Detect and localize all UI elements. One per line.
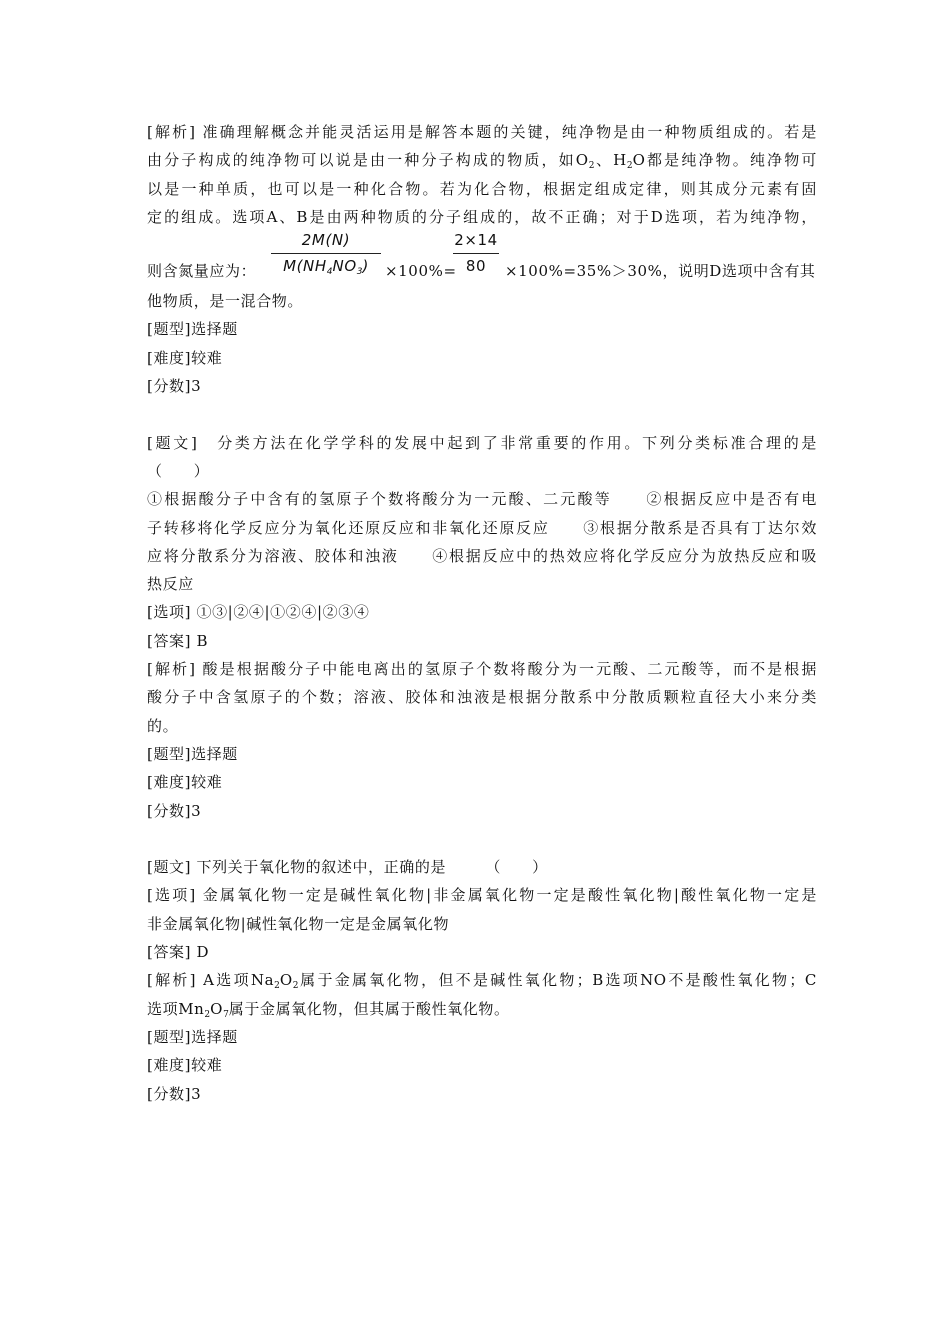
analysis-line: 他物质，是一混合物。 <box>147 292 304 311</box>
statement-line: ①根据酸分子中含有的氢原子个数将酸分为一元酸、二元酸等 ②根据反应中是否有电 <box>147 490 817 509</box>
question-score: [分数]3 <box>147 377 202 396</box>
question-text: [题文] 下列关于氧化物的叙述中，正确的是 （ ） <box>147 858 548 877</box>
question-text: [题文] 分类方法在化学学科的发展中起到了非常重要的作用。下列分类标准合理的是 <box>147 433 817 452</box>
question-difficulty: [难度]较难 <box>147 348 223 367</box>
statement-line: 热反应 <box>147 575 194 594</box>
question-block-2 <box>147 429 817 825</box>
question-block-3 <box>147 853 817 1108</box>
question-block-1 <box>147 118 817 400</box>
block-spacer <box>147 400 817 428</box>
analysis-line: 定的组成。选项A、B是由两种物质的分子组成的，故不正确；对于D选项，若为纯净物， <box>147 207 817 226</box>
question-type: [题型]选择题 <box>147 1027 238 1046</box>
statement-line: 应将分散系分为溶液、胶体和浊液 ④根据反应中的热效应将化学反应分为放热反应和吸 <box>147 546 817 565</box>
fraction-numerator: 2M(N) <box>271 229 381 254</box>
fraction-numeric <box>453 229 499 278</box>
question-score: [分数]3 <box>147 801 202 820</box>
fraction-molar-mass <box>271 229 381 284</box>
question-difficulty: [难度]较难 <box>147 1056 223 1075</box>
analysis-line: 由分子构成的纯净物可以说是由一种分子构成的物质，如$O_2$、$H_2O$都是纯净物。纯净物可 <box>147 151 818 172</box>
question-type: [题型]选择题 <box>147 744 238 763</box>
fraction-denominator: $M(NH_4NO_3)$ <box>283 257 369 278</box>
statement-line: 子转移将化学反应分为氧化还原反应和非氧化还原反应 ③根据分散系是否具有丁达尔效 <box>147 518 817 537</box>
question-type: [题型]选择题 <box>147 320 238 339</box>
question-answer: [答案] B <box>147 631 209 650</box>
question-options: [选项] ①③|②④|①②④|②③④ <box>147 603 370 622</box>
question-text: （ ） <box>147 461 210 480</box>
analysis-line: 酸分子中含氢原子的个数；溶液、胶体和浊液是根据分散系中分散质颗粒直径大小来分类 <box>147 688 817 707</box>
analysis-line: 选项$Mn_2O_7$属于金属氧化物，但其属于酸性氧化物。 <box>147 999 510 1020</box>
formula-times-percent: ×100%= <box>385 262 457 281</box>
nitrogen-content-formula <box>147 231 817 287</box>
analysis-line: [解析] A选项$Na_2O_2$属于金属氧化物，但不是碱性氧化物；B选项NO不是酸性氧化物；C <box>147 971 817 992</box>
fraction-denominator: 80 <box>465 257 487 276</box>
analysis-line: 以是一种单质，也可以是一种化合物。若为化合物，根据定组成定律，则其成分元素有固 <box>147 179 817 198</box>
document-page <box>147 118 817 1108</box>
analysis-line: [解析] 准确理解概念并能灵活运用是解答本题的关键，纯净物是由一种物质组成的。若是 <box>147 123 817 141</box>
formula-prefix: 则含氮量应为： <box>147 262 257 281</box>
question-difficulty: [难度]较难 <box>147 773 223 792</box>
block-spacer <box>147 825 817 853</box>
question-answer: [答案] D <box>147 943 210 962</box>
analysis-line: [解析] 酸是根据酸分子中能电离出的氢原子个数将酸分为一元酸、二元酸等，而不是根据 <box>147 660 817 679</box>
question-score: [分数]3 <box>147 1084 202 1103</box>
fraction-numerator: 2×14 <box>453 229 499 254</box>
analysis-line: 的。 <box>147 716 179 735</box>
question-options: [选项] 金属氧化物一定是碱性氧化物|非金属氧化物一定是酸性氧化物|酸性氧化物一定是 <box>147 886 817 905</box>
question-options: 非金属氧化物|碱性氧化物一定是金属氧化物 <box>147 914 450 933</box>
formula-suffix: ×100%=35%＞30%，说明D选项中含有其 <box>505 262 816 281</box>
